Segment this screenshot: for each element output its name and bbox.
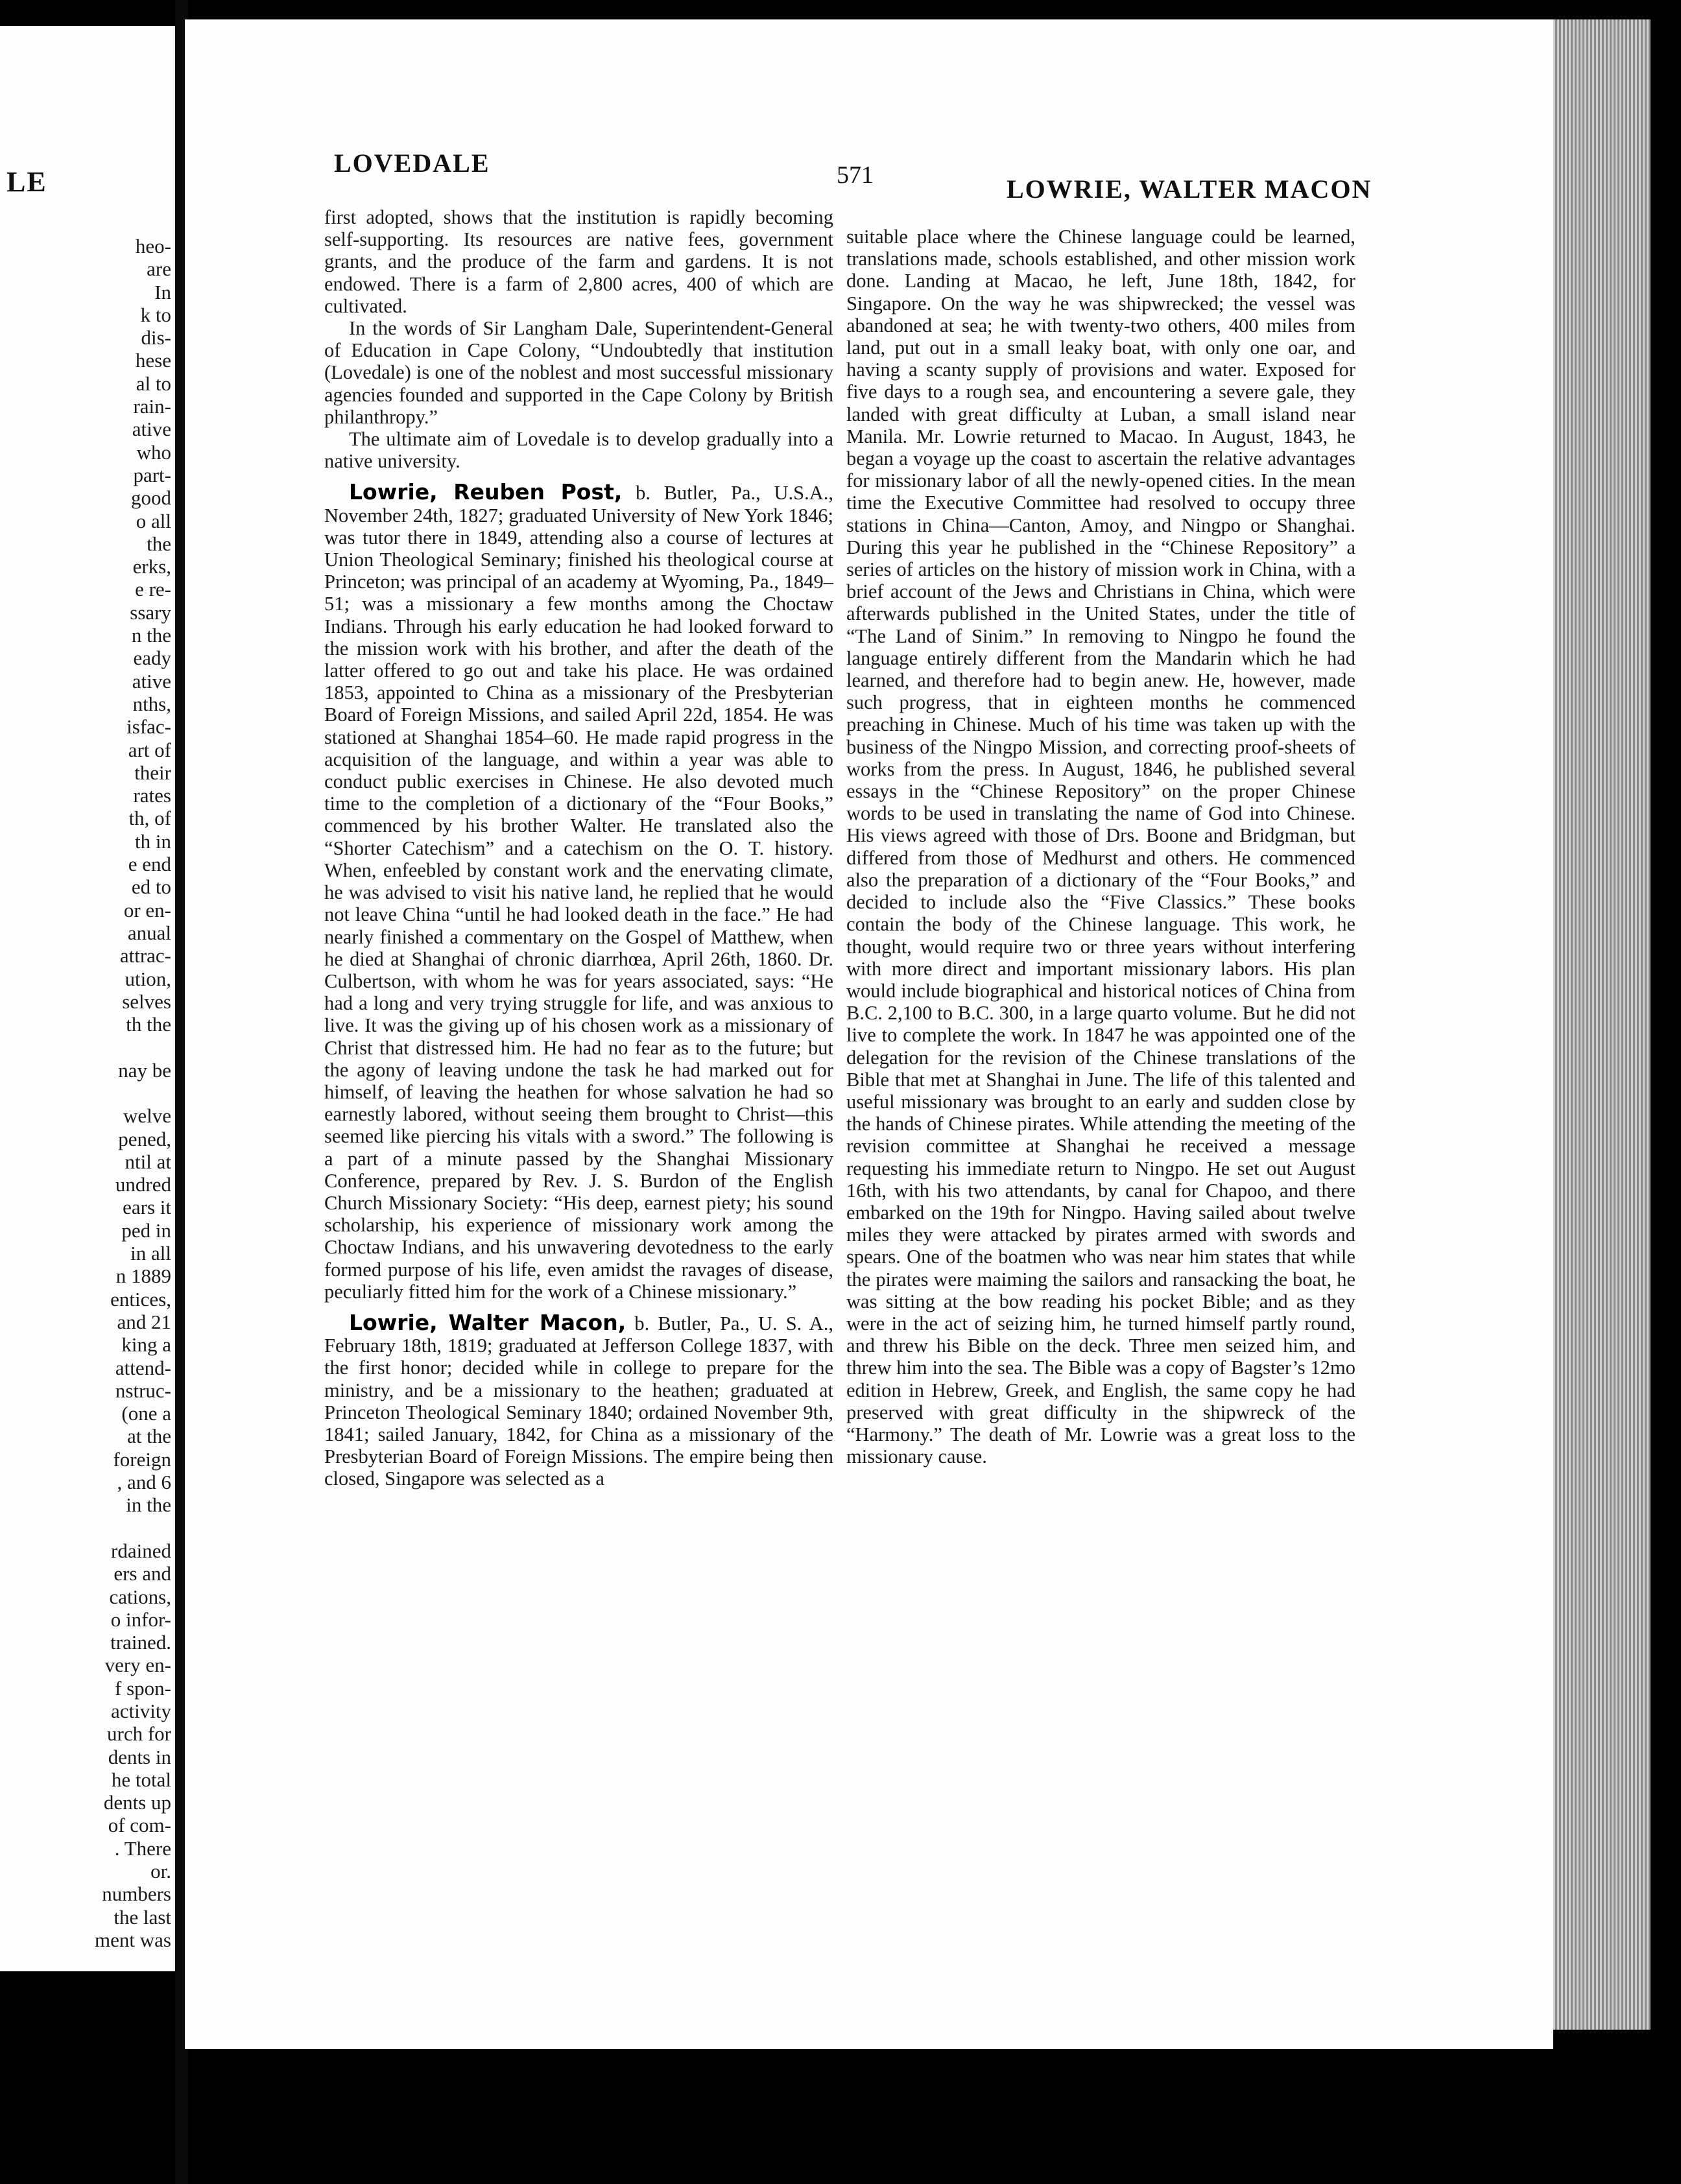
left-page-line-fragment: part- (133, 463, 171, 486)
left-page-line-fragment: pened, (118, 1127, 171, 1150)
left-page-line-fragment: rain- (133, 395, 171, 418)
left-page-line-fragment (9, 1036, 171, 1058)
left-page-line-fragment: ative (132, 669, 171, 693)
left-page-line-fragment: nths, (132, 692, 171, 715)
left-page-line-fragment: their (134, 761, 171, 784)
entry-reuben-post-lowrie (324, 481, 833, 1303)
entry-heading: Lowrie, Reuben Post, (349, 479, 623, 505)
left-page-line-fragment: ssary (130, 600, 171, 624)
left-page-line-fragment: in the (126, 1493, 171, 1517)
left-page-line-fragment (9, 1082, 171, 1104)
left-page-line-fragment: or en- (123, 898, 171, 921)
left-page-line-fragment: ative (132, 418, 171, 441)
left-page-line-fragment: n 1889 (115, 1264, 171, 1288)
left-page-line-fragment: attrac- (119, 944, 171, 967)
left-page-line-fragment: dis- (141, 326, 171, 350)
page-edges (1553, 19, 1651, 2030)
left-page-line-fragment: hese (135, 349, 171, 372)
right-column (846, 226, 1355, 1467)
left-page-line-fragment: welve (123, 1104, 171, 1128)
left-page-line-fragment: th the (126, 1013, 171, 1036)
left-page-line-fragment: erks, (132, 555, 171, 578)
left-page-line-fragment: , and 6 (117, 1471, 171, 1494)
entry-body: b. Butler, Pa., U.S.A., November 24th, 1827; graduated University of New York 1846; was tutor there in 1849, attending also a course of lectures at Union Theological Seminary; finished his theological course at Princeton; was principal of an academy at Wyoming, Pa., 1849–51; was a missionary a few months among the Choctaw Indians. Through his early education he had looked forward to the mission work with his brother, and after the death of the latter offered to go out and take his place. He was ordained 1853, appointed to China as a missionary of the Presbyterian Board of Foreign Missions, and sailed April 22d, 1854. He was stationed at Shanghai 1854–60. He made rapid progress in the acquisition of the language, and within a year was able to conduct public exercises in Chinese. He also devoted much time to the completion of a dictionary of the “Four Books,” commenced by his brother Walter. He translated also the “Shorter Catechism” and a catechism on the O. T. history. When, enfeebled by constant work and the enervating climate, he was advised to visit his native land, he replied that he would not leave China “until he had looked death in the face.” He had nearly finished a commentary on the Gospel of Matthew, when he died at Shanghai of chronic diarrhœa, April 26th, 1860. Dr. Culbertson, with whom he was for years associated, says: “He had a long and very trying struggle for life, and was anxious to live. It was the giving up of his chosen work as a missionary of Christ that distressed him. He had no fear as to the future; but the agony of leaving undone the task he had marked out for himself, of leaving the heathen for whose salvation he had so earnestly labored, without seeing them brought to Christ—this seemed like piercing his vitals with a sword.” The following is a part of a minute passed by the Shanghai Missionary Conference, prepared by Rev. J. S. Burdon of the English Church Missionary Society: “His deep, earnest piety; his sound scholarship, his experience of missionary work among the Choctaw Indians, and his unwavering devotedness to the early formed purpose of his life, even amidst the ravages of disease, peculiarly fitted him for the work of a Chinese missionary.” (324, 482, 834, 1303)
left-page-line-fragment: rdained (111, 1539, 171, 1562)
left-page-line-fragment: and 21 (117, 1310, 171, 1333)
left-page-line-fragment: the last (113, 1905, 171, 1929)
left-page-line-fragment: of com- (108, 1814, 171, 1837)
left-page-line-fragment: n the (131, 624, 171, 647)
left-page-line-fragment: nay be (118, 1058, 171, 1082)
left-page-line-fragment: al to (136, 372, 171, 395)
left-page-line-fragment: entices, (110, 1287, 171, 1311)
left-page-line-fragment: in all (130, 1242, 171, 1265)
left-page-line-fragment: ment was (95, 1928, 171, 1951)
left-page-line-fragment: ers and (113, 1562, 171, 1585)
left-page-line-fragment: foreign (113, 1447, 171, 1471)
left-page-line-fragment: ution, (125, 967, 171, 990)
page-number: 571 (837, 161, 874, 189)
left-page-line-fragment: th in (135, 829, 171, 853)
left-page-line-fragment: th, of (128, 807, 171, 830)
left-page-line-fragment: urch for (107, 1722, 171, 1746)
left-page-line-fragment: trained. (110, 1631, 171, 1654)
left-page-line-fragment: numbers (102, 1882, 171, 1906)
left-page-line-fragment: f spon- (115, 1676, 171, 1700)
left-page-line-fragment: o infor- (110, 1608, 171, 1631)
left-page-line-fragment: anual (127, 921, 171, 944)
left-column (324, 206, 833, 1490)
left-page-running-head: LE (6, 166, 47, 198)
left-page-line-fragment: rates (133, 784, 171, 807)
left-page-line-fragment: e re- (135, 578, 171, 601)
left-page-line-fragment: eady (133, 647, 171, 670)
left-page-line-fragment: are (147, 257, 171, 281)
left-page-line-fragment: e end (128, 853, 171, 876)
left-page-line-fragment: ears it (123, 1196, 171, 1219)
left-page-line-fragment: selves (122, 990, 171, 1013)
entry-heading: Lowrie, Walter Macon, (349, 1309, 626, 1335)
left-page-line-fragment: nstruc- (115, 1379, 171, 1402)
left-page-text-fragments (9, 235, 171, 1951)
entry-body: b. Butler, Pa., U. S. A., February 18th, 1819; graduated at Jefferson College 1837, with the first honor; decided while in college to prepare for the ministry, and be a missionary to the heathen; graduated at Princeton Theological Seminary 1840; ordained November 9th, 1841; sailed January, 1842, for China as a missionary of the Presbyterian Board of Foreign Missions. The empire being then closed, Singapore was selected as a (324, 1312, 833, 1490)
left-page-line-fragment: ped in (121, 1218, 171, 1242)
left-page-line-fragment: ed to (131, 875, 171, 899)
left-page-line-fragment: he total (111, 1768, 171, 1791)
facing-page-left (0, 26, 175, 1971)
running-head-left: LOVEDALE (334, 148, 490, 178)
left-page-line-fragment: at the (127, 1425, 171, 1448)
left-page-line-fragment: . There (114, 1836, 171, 1860)
left-page-line-fragment: who (136, 440, 171, 464)
left-page-line-fragment: or. (150, 1860, 171, 1883)
paragraph-lovedale-aim: The ultimate aim of Lovedale is to develop gradually into a native university. (324, 428, 833, 473)
left-page-line-fragment: heo- (135, 235, 171, 257)
left-page-line-fragment: (one a (121, 1402, 171, 1425)
left-page-line-fragment: k to (140, 303, 171, 326)
left-page-line-fragment: art of (128, 738, 171, 761)
left-page-line-fragment: ntil at (125, 1150, 171, 1173)
paragraph-dale-quote: In the words of Sir Langham Dale, Superintendent-General of Education in Cape Colony, “Undoubtedly that institution (Lovedale) is one of the noblest and most successful missionary agencies founded and supported in the Cape Colony by British philanthropy.” (324, 317, 833, 428)
entry-walter-macon-lowrie (324, 1309, 833, 1490)
left-page-line-fragment: the (147, 532, 171, 555)
left-page-line-fragment: attend- (115, 1356, 171, 1379)
left-page-line-fragment: In (154, 280, 171, 303)
left-page-line-fragment: dents up (103, 1791, 171, 1814)
left-page-line-fragment: cations, (109, 1585, 171, 1608)
left-page-line-fragment: very en- (104, 1654, 171, 1677)
left-page-line-fragment: king a (121, 1333, 171, 1357)
left-page-line-fragment: isfac- (126, 715, 171, 739)
left-page-line-fragment: good (131, 486, 171, 510)
left-page-line-fragment: dents in (108, 1745, 171, 1768)
left-page-line-fragment: undred (115, 1173, 171, 1196)
paragraph-lovedale-funding: first adopted, shows that the institution is rapidly becoming self-supporting. Its resources are native fees, government grants, and the produce of the farm and gardens. It is not endowed. There is a farm of 2,800 acres, 400 of which are cultivated. (324, 206, 833, 317)
left-page-line-fragment (9, 1517, 171, 1539)
running-head-right: LOWRIE, WALTER MACON (1007, 174, 1372, 204)
left-page-line-fragment: activity (111, 1700, 171, 1722)
left-page-line-fragment: o all (136, 509, 171, 532)
paragraph-walter-macon-continued: suitable place where the Chinese language could be learned, translations made, schools established, and other mission work done. Landing at Macao, he left, June 18th, 1842, for Singapore. On the way he was shipwrecked; the vessel was abandoned at sea; he with twenty-two others, 400 miles from land, put out in a small leaky boat, with only one oar, and having a scanty supply of provisions and water. Exposed for five days to a rough sea, and encountering a severe gale, they landed with great difficulty at Luban, a small island near Manila. Mr. Lowrie returned to Macao. In August, 1843, he began a voyage up the coast to ascertain the relative advantages for missionary labor of all the newly-opened cities. In the mean time the Executive Committee had resolved to occupy three stations in China—Canton, Amoy, and Ningpo or Shanghai. During this year he published in the “Chinese Repository” a series of articles on the history of mission work in China, with a brief account of the Jews and Christians in China, which were afterwards published in the United States, under the title of “The Land of Sinim.” In removing to Ningpo he found the language entirely different from the Mandarin which he had learned, and therefore had to begin anew. He, however, made such progress, that in eighteen months he commenced preaching in Chinese. Much of his time was taken up with the business of the Ningpo Mission, and correcting proof-sheets of works from the press. In August, 1846, he published several essays in the “Chinese Repository” on the proper Chinese words to be used in translating the name of God into Chinese. His views agreed with those of Drs. Boone and Bridgman, but differed from those of Medhurst and others. He commenced also the preparation of a dictionary of the “Four Books,” and decided to include also the “Five Classics.” These books contain the body of the Chinese language. This work, he thought, would require two or three years without interfering with more direct and important missionary labors. His plan would include biographical and historical notices of China from B.C. 2,100 to B.C. 300, in a large quarto volume. But he did not live to complete the work. In 1847 he was appointed one of the delegation for the revision of the Chinese translations of the Bible that met at Shanghai in June. The life of this talented and useful missionary was brought to an early and sudden close by the hands of Chinese pirates. While attending the meeting of the revision committee at Shanghai he received a message requesting his immediate return to Ningpo. He set out August 16th, with his two attendants, by canal for Chapoo, and there embarked on the 19th for Ningpo. Having sailed about twelve miles they were attacked by pirates armed with swords and spears. One of the boatmen who was near him states that while the pirates were maiming the sailors and ransacking the boat, he was sitting at the bow reading his pocket Bible; and as they were in the act of seizing him, he turned himself partly round, and threw his Bible on the deck. Three men seized him, and threw him into the sea. The Bible was a copy of Bagster’s 12mo edition in Hebrew, Greek, and English, the same copy he had preserved with great difficulty in the shipwreck of the “Harmony.” The death of Mr. Lowrie was a great loss to the missionary cause. (846, 226, 1355, 1468)
